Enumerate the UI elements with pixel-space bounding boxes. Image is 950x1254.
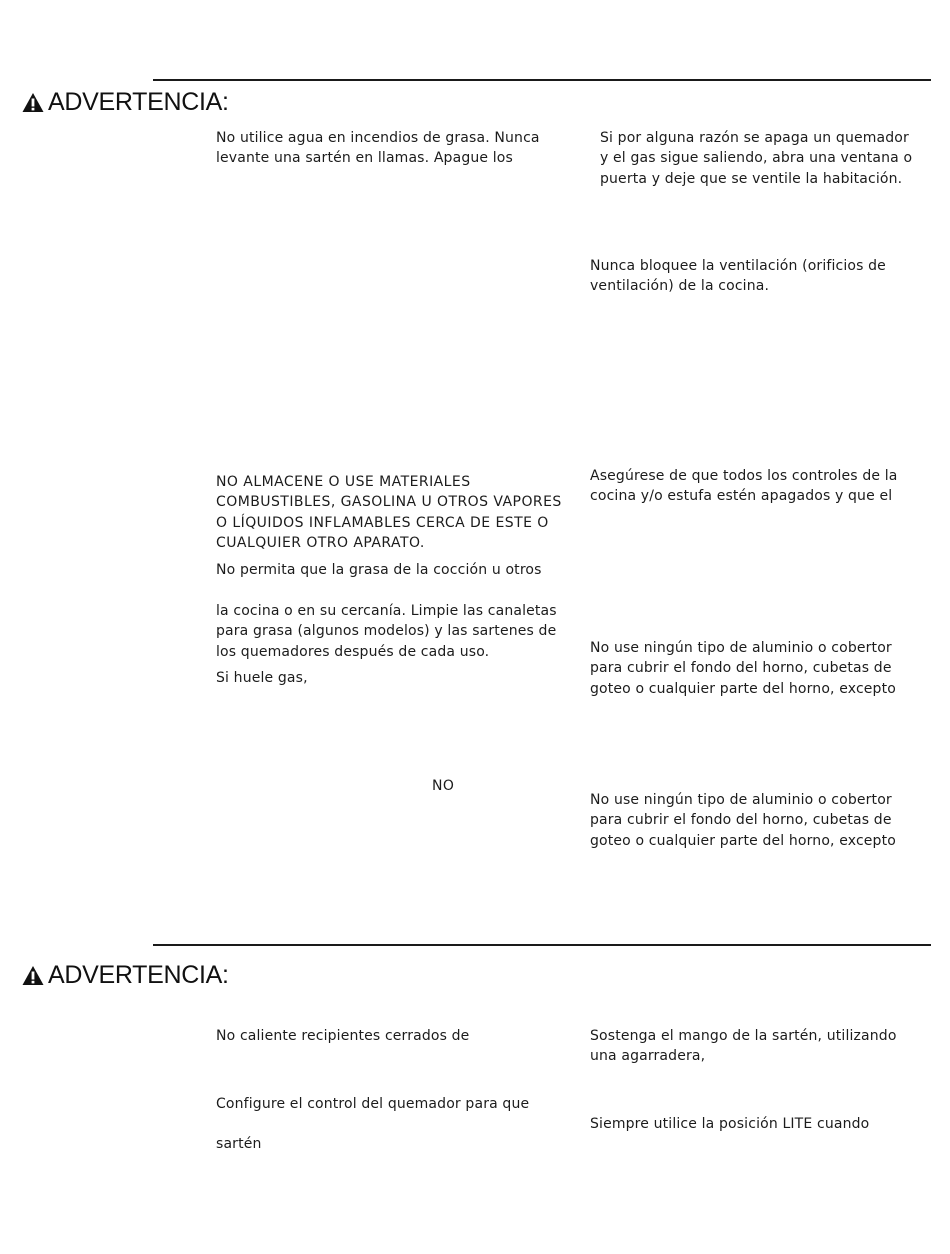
- right-paragraph-lite: Siempre utilice la posición LITE cuando: [590, 1116, 870, 1132]
- left-paragraph-no: NO: [432, 778, 455, 794]
- heading-text: ADVERTENCIA:: [48, 88, 229, 116]
- section-1-heading: [22, 88, 229, 117]
- section-1-rule: [153, 79, 931, 81]
- left-paragraph-gas-smell: Si huele gas,: [216, 670, 308, 686]
- left-paragraph-burner-control: Configure el control del quemador para que: [216, 1096, 530, 1112]
- right-paragraph-controls-off: Asegúrese de que todos los controles de la cocina y/o estufa estén apagados y que el: [590, 468, 898, 505]
- left-paragraph-grease-fire: No utilice agua en incendios de grasa. Nunca levante una sartén en llamas. Apague los: [216, 130, 540, 167]
- left-paragraph-clean: la cocina o en su cercanía. Limpie las canaletas para grasa (algunos modelos) y las sartenes de los quemadores después de cada uso.: [216, 603, 557, 660]
- left-paragraph-pan: sartén: [216, 1136, 262, 1152]
- left-paragraph-combustibles: NO ALMACENE O USE MATERIALES COMBUSTIBLES, GASOLINA U OTROS VAPORES O LÍQUIDOS INFLAMABLES CERCA DE ESTE O CUALQUIER OTRO APARATO.: [216, 474, 562, 552]
- heading-text: ADVERTENCIA:: [48, 961, 229, 989]
- left-paragraph-closed-containers: No caliente recipientes cerrados de: [216, 1028, 470, 1044]
- warning-triangle-icon: [22, 965, 44, 986]
- left-paragraph-grease: No permita que la grasa de la cocción u otros: [216, 562, 542, 578]
- right-paragraph-burner-out: Si por alguna razón se apaga un quemador y el gas sigue saliendo, abra una ventana o puerta y deje que se ventile la habitación.: [600, 130, 913, 187]
- right-paragraph-ventilation: Nunca bloquee la ventilación (orificios de ventilación) de la cocina.: [590, 258, 886, 295]
- right-paragraph-aluminum-1: No use ningún tipo de aluminio o cobertor para cubrir el fondo del horno, cubetas de goteo o cualquier parte del horno, excepto: [590, 640, 896, 697]
- section-2-rule: [153, 944, 931, 946]
- right-paragraph-handle: Sostenga el mango de la sartén, utilizando una agarradera,: [590, 1028, 897, 1065]
- warning-triangle-icon: [22, 92, 44, 113]
- right-paragraph-aluminum-2: No use ningún tipo de aluminio o cobertor para cubrir el fondo del horno, cubetas de goteo o cualquier parte del horno, excepto: [590, 792, 896, 849]
- section-2-heading: [22, 961, 229, 990]
